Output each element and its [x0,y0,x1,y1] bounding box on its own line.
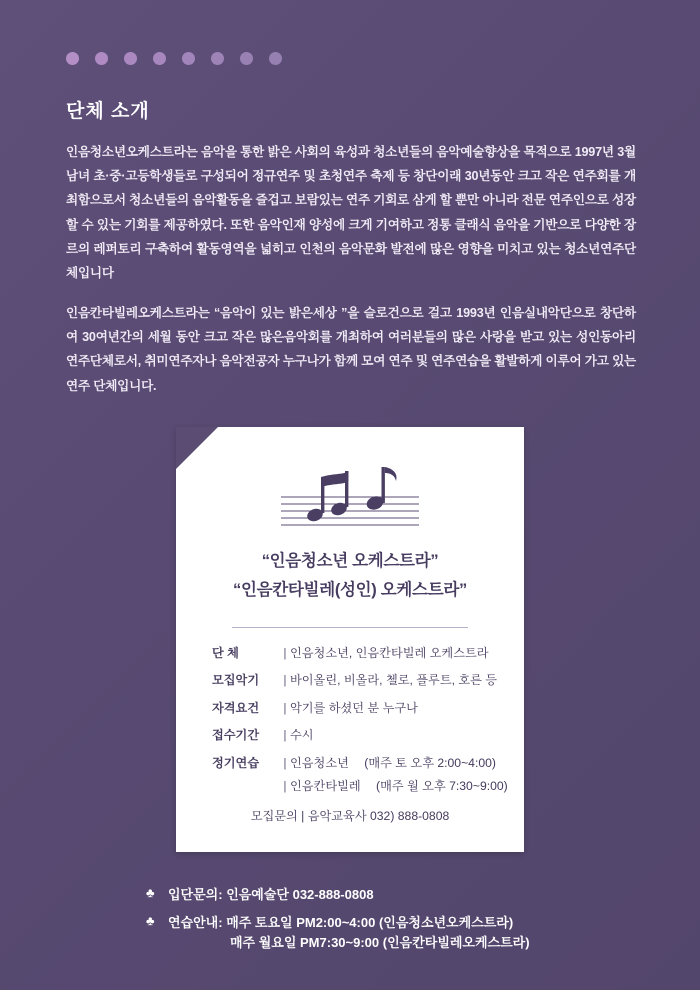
field-separator: | [283,755,287,770]
intro-body [66,140,636,414]
contact-row-practice [0,913,700,953]
contact-block [0,885,700,961]
contact-value-join: 인음예술단 032-888-0808 [226,887,374,902]
field-separator: | [283,646,287,660]
card-title-adult: “인음칸타빌레(성인) 오케스트라” [233,580,467,599]
field-label: 접수기간 [212,728,260,743]
contact-value-practice-1: 매주 토요일 PM2:00~4:00 (인음청소년오케스트라) [226,915,514,931]
card-corner-cut [176,427,218,469]
field-label: 단 체 [212,646,239,660]
intro-paragraph-1: 인음청소년오케스트라는 음악을 통한 밝은 사회의 육성과 청소년들의 음악예술향상을 목적으로 1997년 3월 남녀 초·중·고등학생들로 구성되어 정규연주 및 초청연주 축제 등 창단이래 30년동안 크고 작은 연주회를 개최함으로서 청소년들의 음악활동을 즐겁고 보람있는 연주 기회로 삼게 할 뿐만 아니라 전문 연주인으로 성장 할 수 있는 기회를 제공하였다. 또한 음악인재 양성에 크게 기여하고 정통 클래식 음악을 기반으로 다양한 장르의 레퍼토리 구축하여 활동영역을 넓히고 인천의 음악문화 발전에 많은 영향을 미치고 있는 청소년연주단체입니다 [66,145,636,280]
page-title: 단체 소개 [66,101,150,122]
decorative-dot [182,52,195,65]
card-divider [232,627,468,628]
decorative-dot [240,52,253,65]
field-label: 정기연습 [212,755,260,770]
contact-value-practice-2: 매주 월요일 PM7:30~9:00 (인음칸타빌레오케스트라) [230,935,530,951]
field-row-instruments [212,672,498,688]
field-separator: | [283,673,287,688]
field-value: 악기를 하셨던 분 누구나 [290,700,418,715]
clover-icon: ♣ [146,885,155,900]
field-row-requirements [212,700,492,716]
decorative-dot [66,52,79,65]
field-value: 수시 [290,728,314,743]
field-row-period [212,727,492,743]
card-contact-footer: 모집문의 | 음악교육사 032) 888-0808 [250,809,450,823]
practice-name-youth: 인음청소년 [290,755,349,770]
card-title-group [176,547,524,605]
recruitment-card [176,427,524,852]
field-separator: | [283,728,287,743]
field-value: 인음청소년, 인음칸타빌레 오케스트라 [290,646,489,660]
decorative-dot [153,52,166,65]
card-title-youth: “인음청소년 오케스트라” [261,552,439,570]
field-label: 모집악기 [212,673,260,688]
practice-time-adult: (매주 월 오후 7:30~9:00) [376,779,508,794]
field-label: 자격요건 [212,700,260,715]
field-value: 바이올린, 비올라, 첼로, 플루트, 호른 등 [290,673,498,688]
clover-icon: ♣ [146,913,155,929]
contact-label-practice: 연습안내: [168,915,223,931]
decorative-dot [211,52,224,65]
decorative-dot [269,52,282,65]
decorative-dot [124,52,137,65]
field-row-organization [212,645,492,661]
field-row-practice-adult [212,778,508,794]
practice-name-adult: 인음칸타빌레 [290,779,361,794]
decorative-dot [95,52,108,65]
contact-label-join: 입단문의: [168,887,223,902]
contact-row-join [0,885,700,905]
field-separator: | [283,779,287,794]
music-notes-icon [275,463,425,541]
field-separator: | [283,700,287,715]
card-field-list [212,645,508,806]
field-row-practice-youth [212,755,496,771]
practice-time-youth: (매주 토 오후 2:00~4:00) [364,755,496,770]
intro-paragraph-2: 인음칸타빌레오케스트라는 “음악이 있는 밝은세상 ”을 슬로건으로 걸고 1993년 인음실내악단으로 창단하여 30여년간의 세월 동안 크고 작은 많은음악회를 개최하여 여러분들의 많은 사랑을 받고 있는 성인동아리 연주단체로서, 취미연주자나 음악전공자 누구나가 함께 모여 연주 및 연주연습을 활발하게 이루어 가고 있는 연주 단체입니다. [66,306,636,393]
decorative-dot-row [66,52,282,65]
